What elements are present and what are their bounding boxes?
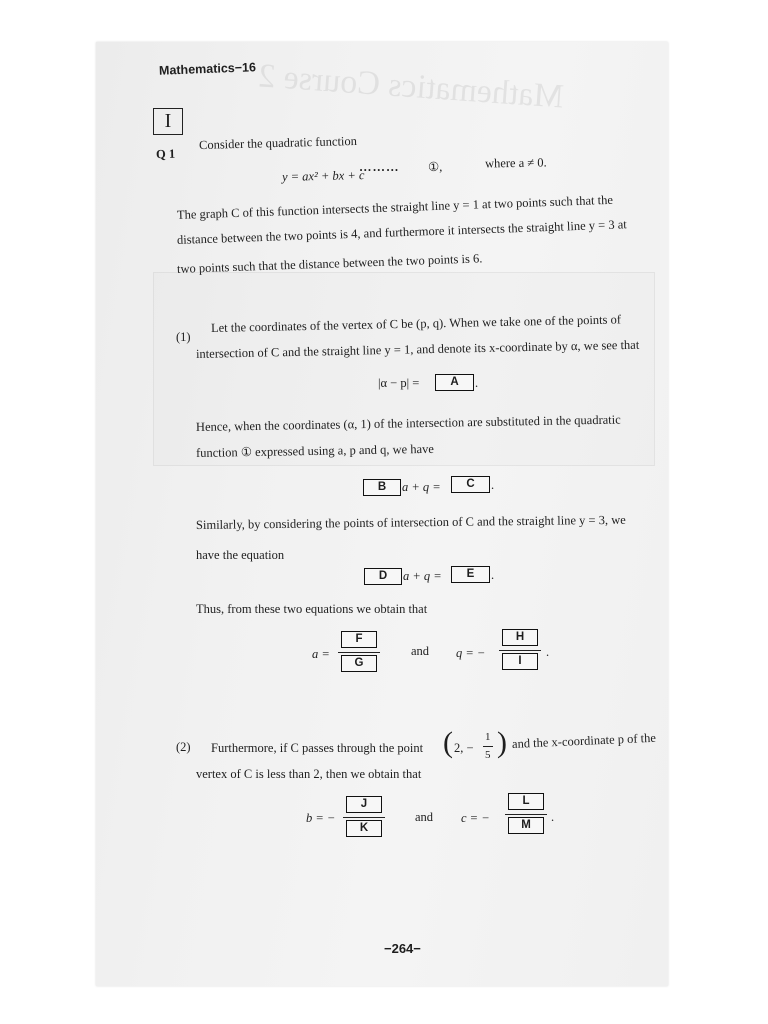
- bleed-through-table: [153, 272, 655, 466]
- problem-line-1: The graph C of this function intersects the straight line y = 1 at two points such that the: [176, 192, 614, 222]
- point-open-paren: (: [443, 726, 453, 759]
- and-label-1: and: [411, 644, 430, 658]
- answer-box-J[interactable]: J: [346, 796, 382, 813]
- answer-box-F[interactable]: F: [341, 631, 377, 648]
- equation-3-middle: a + q =: [403, 569, 442, 583]
- period-E: .: [491, 568, 495, 582]
- part-1-number: (1): [176, 330, 191, 344]
- fraction-bar-c: [505, 814, 547, 815]
- a-equals: a =: [312, 647, 330, 661]
- answer-box-I[interactable]: I: [502, 653, 538, 670]
- part-1-line-2: intersection of C and the straight line y = 1, and denote its x-coordinate by α, we see that: [195, 337, 640, 361]
- similarly-line-2: have the equation: [196, 548, 285, 562]
- part-2-line-1b: and the x-coordinate p of the: [511, 730, 657, 751]
- b-equals: b = −: [306, 811, 336, 825]
- q-equals: q = −: [456, 646, 486, 660]
- period-M: .: [551, 810, 555, 824]
- fraction-bar-q: [499, 650, 541, 651]
- thus-line: Thus, from these two equations we obtain that: [196, 602, 428, 616]
- answer-box-K[interactable]: K: [346, 820, 382, 837]
- quadratic-equation: y = ax² + bx + c: [281, 168, 365, 184]
- subject-header: Mathematics−16: [158, 60, 257, 78]
- equation-dots: ………: [359, 160, 400, 174]
- point-close-paren: ): [497, 726, 507, 759]
- c-equals: c = −: [461, 811, 490, 825]
- equation-condition: where a ≠ 0.: [484, 155, 547, 171]
- problem-line-2: distance between the two points is 4, and furthermore it intersects the straight line y = 3 at: [176, 217, 627, 247]
- hence-line-2: function ① expressed using a, p and q, we have: [195, 441, 434, 460]
- question-intro: Consider the quadratic function: [198, 133, 358, 153]
- answer-box-B[interactable]: B: [363, 479, 401, 496]
- answer-box-E[interactable]: E: [451, 566, 490, 583]
- problem-line-3: two points such that the distance between the two points is 6.: [176, 251, 483, 276]
- question-label: Q 1: [155, 146, 176, 162]
- and-label-2: and: [415, 810, 434, 824]
- fraction-bar-a: [338, 652, 380, 653]
- answer-box-A[interactable]: A: [435, 374, 474, 391]
- answer-box-L[interactable]: L: [508, 793, 544, 810]
- equation-2-middle: a + q =: [402, 480, 441, 494]
- part-2-line-1a: Furthermore, if C passes through the point: [211, 741, 424, 755]
- part-2-line-2: vertex of C is less than 2, then we obtain that: [196, 767, 422, 781]
- page-number: −264−: [384, 941, 421, 956]
- fraction-bar-b: [343, 817, 385, 818]
- answer-box-C[interactable]: C: [451, 476, 490, 493]
- equation-ref: ①,: [428, 160, 443, 174]
- answer-box-M[interactable]: M: [508, 817, 544, 834]
- hence-line-1: Hence, when the coordinates (α, 1) of the intersection are substituted in the quadratic: [195, 412, 621, 434]
- period-A: .: [475, 376, 479, 390]
- answer-box-H[interactable]: H: [502, 629, 538, 646]
- part-2-number: (2): [176, 740, 191, 754]
- point-fraction-bar: [483, 746, 493, 747]
- answer-box-D[interactable]: D: [364, 568, 402, 585]
- period-C: .: [491, 478, 495, 492]
- answer-box-G[interactable]: G: [341, 655, 377, 672]
- point-y-numerator: 1: [485, 731, 491, 743]
- point-x-value: 2, −: [454, 741, 474, 755]
- period-I: .: [546, 645, 550, 659]
- similarly-line-1: Similarly, by considering the points of intersection of C and the straight line y = 3, we: [195, 512, 626, 532]
- point-y-denominator: 5: [485, 749, 491, 761]
- part-1-line-1: Let the coordinates of the vertex of C be (p, q). When we take one of the points of: [210, 312, 622, 335]
- abs-equation-lhs: |α − p| =: [378, 376, 420, 390]
- section-number-box: I: [153, 108, 183, 135]
